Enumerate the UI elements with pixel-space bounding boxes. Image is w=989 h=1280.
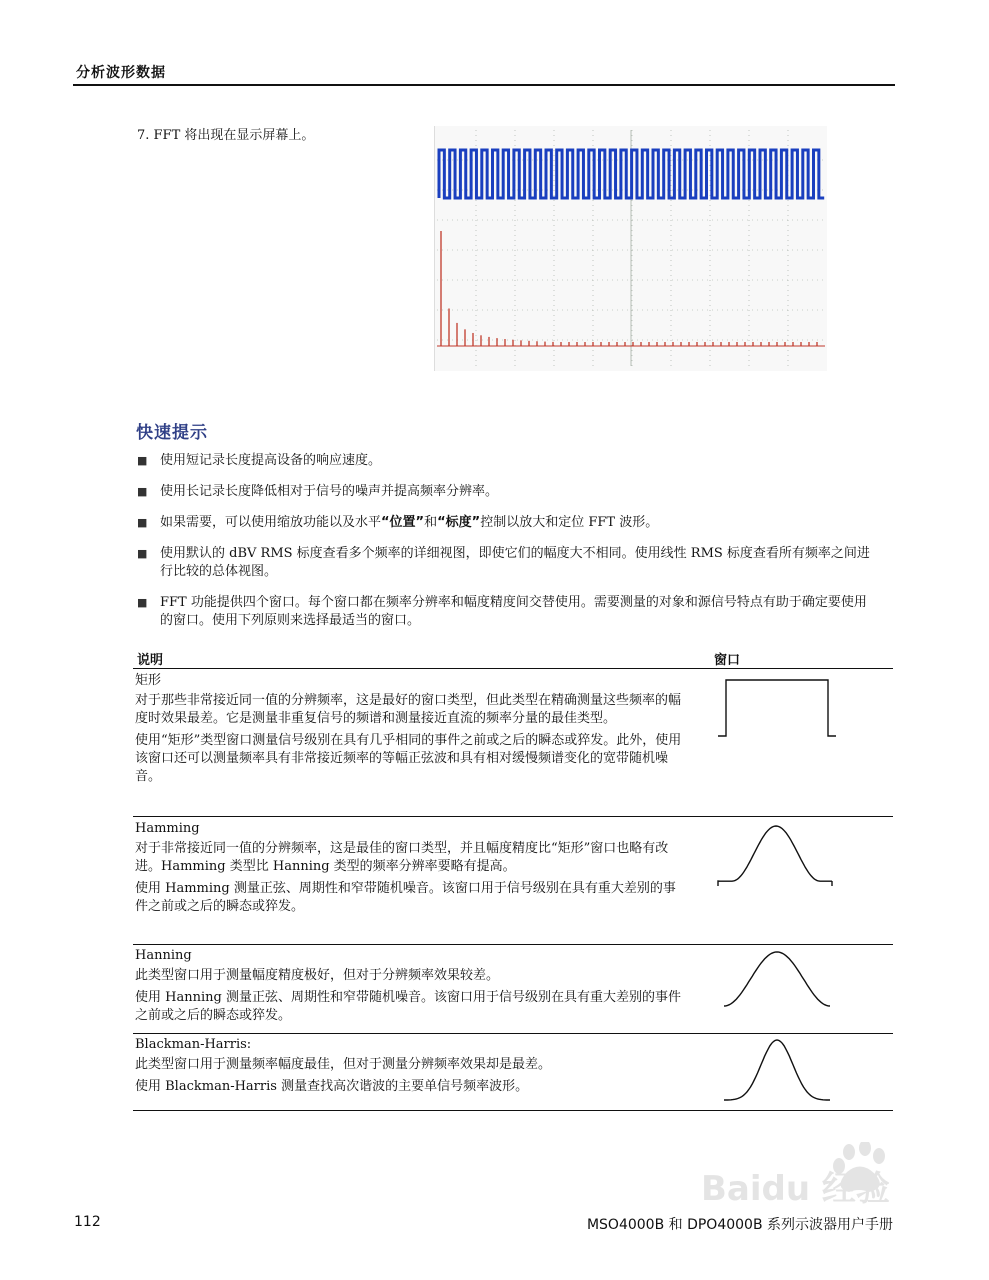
page-number: 112	[74, 1214, 101, 1230]
tip-item	[137, 514, 872, 532]
baidu-watermark	[699, 1142, 923, 1206]
page-header-title: 分析波形数据	[76, 65, 166, 81]
hanning-window-graph	[712, 944, 842, 1016]
window-name: Hamming	[135, 821, 200, 836]
blackman-harris-window-graph	[712, 1034, 842, 1108]
window-name: Hanning	[135, 948, 192, 963]
hamming-window-graph	[712, 820, 842, 892]
window-description: 使用“矩形”类型窗口测量信号级别在具有几乎相同的事件之前或之后的瞬态或猝发。此外，使用该窗口还可以测量频率具有非常接近频率的等幅正弦波和具有相对缓慢频谱变化的宽带随机噪音。	[135, 733, 682, 784]
tip-item: ■ 使用默认的 dBV RMS 标度查看多个频率的详细视图，即使它们的幅度大不相同。使用线性 RMS 标度查看所有频率之间进行比较的总体视图。	[137, 545, 872, 581]
window-description: 此类型窗口用于测量频率幅度最佳，但对于测量分辨频率效果却是最差。	[135, 1057, 552, 1072]
tip-text: 控制以放大和定位 FFT 波形。	[480, 515, 659, 530]
tip-text: 和	[424, 515, 438, 530]
window-description: 对于非常接近同一值的分辨频率，这是最佳的窗口类型，并且幅度精度比“矩形”窗口也略有改进。Hamming 类型比 Hanning 类型的频率分辨率要略有提高。	[135, 841, 669, 874]
tip-item: ■ FFT 功能提供四个窗口。每个窗口都在频率分辨率和幅度精度间交替使用。需要测量的对象和源信号特点有助于确定要使用的窗口。使用下列原则来选择最适当的窗口。	[137, 594, 872, 630]
window-description: 使用 Hanning 测量正弦、周期性和窄带随机噪音。该窗口用于信号级别在具有重大差别的事件之前或之后的瞬态或猝发。	[135, 990, 681, 1023]
window-description: 使用 Hamming 测量正弦、周期性和窄带随机噪音。该窗口用于信号级别在具有重大差别的事件之前或之后的瞬态或猝发。	[135, 881, 676, 914]
table-row-blackman-harris	[135, 1036, 685, 1100]
table-rule	[133, 1110, 893, 1111]
window-description: 对于那些非常接近同一值的分辨频率，这是最好的窗口类型，但此类型在精确测量这些频率的幅度时效果最差。它是测量非重复信号的频谱和测量接近直流的频率分量的最佳类型。	[135, 693, 682, 726]
step-7-text: 7. FFT 将出现在显示屏幕上。	[137, 128, 315, 143]
oscilloscope-screenshot	[434, 126, 827, 371]
tip-bold-position: “位置”	[381, 515, 425, 530]
table-header-window: 窗口	[714, 653, 741, 668]
tip-item: ■ 使用长记录长度降低相对于信号的噪声并提高频率分辨率。	[137, 483, 872, 501]
tip-item: ■ 使用短记录长度提高设备的响应速度。	[137, 452, 872, 470]
table-rule	[133, 816, 893, 817]
rectangular-window-graph	[712, 672, 842, 742]
table-header-description: 说明	[137, 653, 164, 668]
watermark-text: Baidu 经验	[701, 1169, 890, 1206]
table-row-rectangular	[135, 672, 685, 790]
time-domain-waveform	[439, 150, 824, 198]
header-rule	[73, 84, 895, 86]
tip-text: 如果需要，可以使用缩放功能以及水平	[160, 515, 382, 530]
manual-title: MSO4000B 和 DPO4000B 系列示波器用户手册	[586, 1217, 893, 1233]
scope-display	[435, 126, 827, 371]
table-row-hamming	[135, 820, 685, 920]
table-rule	[133, 668, 893, 669]
window-name: 矩形	[135, 673, 162, 688]
window-description: 使用 Blackman-Harris 测量查找高次谐波的主要单信号频率波形。	[135, 1079, 529, 1094]
window-description: 此类型窗口用于测量幅度精度极好，但对于分辨频率效果较差。	[135, 968, 500, 983]
tip-bold-scale: “标度”	[437, 515, 481, 530]
quick-tips-title: 快速提示	[136, 423, 208, 443]
window-name: Blackman-Harris:	[135, 1037, 252, 1052]
quick-tips-list	[137, 452, 872, 643]
table-row-hanning	[135, 947, 685, 1029]
